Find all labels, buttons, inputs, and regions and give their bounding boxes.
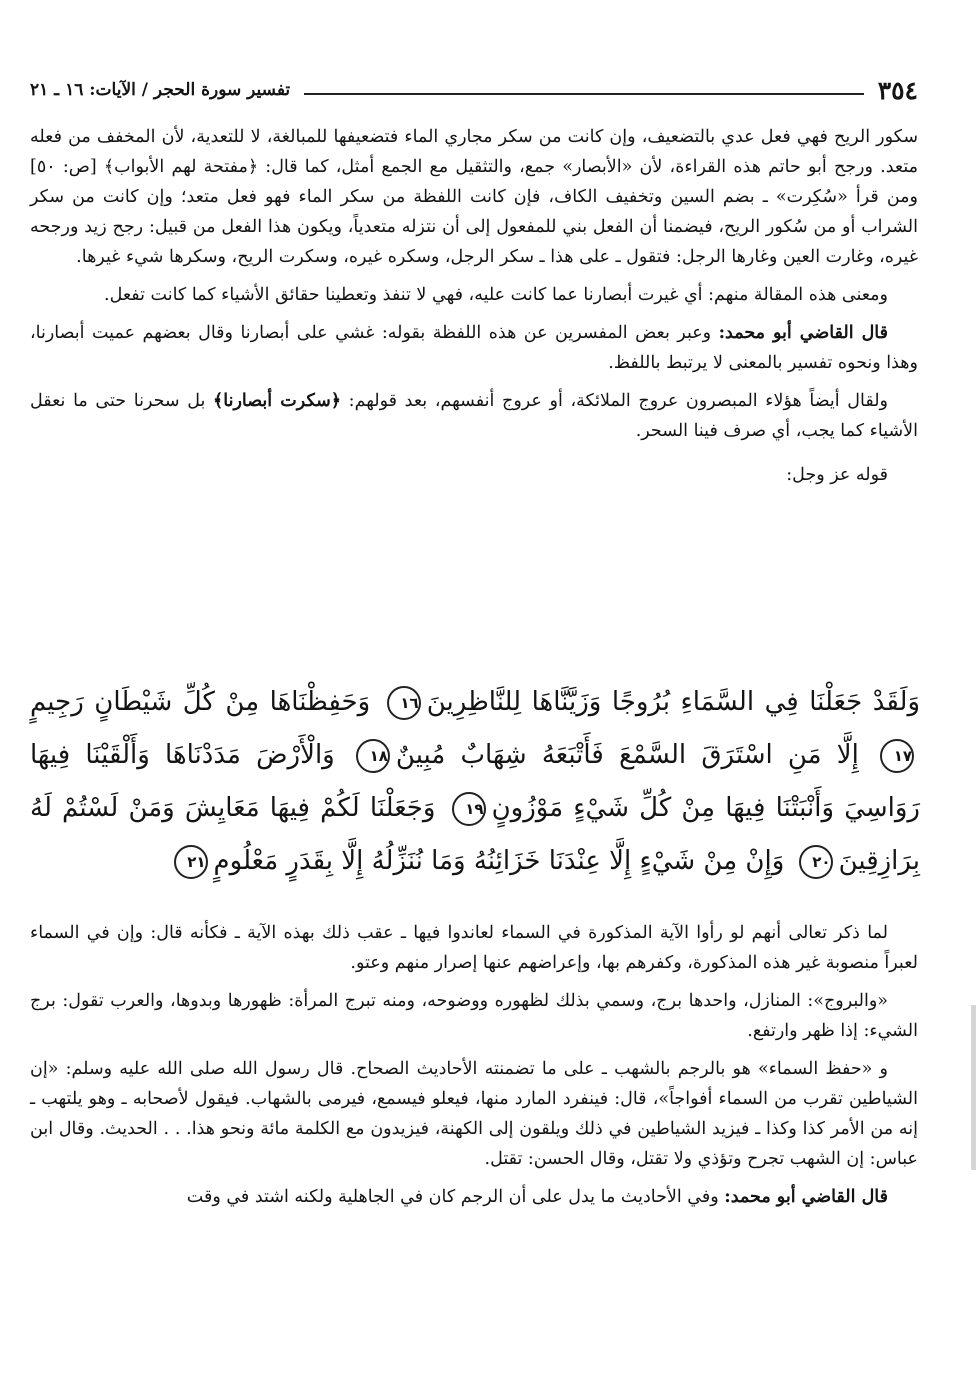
paragraph-buruj: «والبروج»: المنازل، واحدها برج، وسمي بذلك لظهوره ووضوحه، ومنه تبرج المرأة: ظهورها وبدوها، والعرب تقول: برج الشيء: إذا ظهر وارتفع.: [30, 991, 918, 1041]
paragraph-hifz: و «حفظ السماء» هو بالرجم بالشهب ـ على ما تضمنته الأحاديث الصحاح. قال رسول الله صلى الله عليه وسلم: «إن الشياطين تقرب من السماء أفواجاً»، قال: فينفرد المارد منها، فيعلو فيسمع، فيرمى بالشهاب. فيقول لأصحابه ـ وهو يلتهب ـ إنه من الأمر كذا وكذا ـ فيزيد الشياطين في ذلك ويلقون إلى الكهنة، فيزيدون مع الكلمة مائة ونحو هذا. . . الحديث. وقال ابن عباس: إن الشهب تجرح وتؤذي ولا تقتل، وقال الحسن: تقتل.: [30, 1059, 918, 1169]
verse-text: وَإِنْ مِنْ شَيْءٍ إِلَّا عِنْدَنَا خَزَائِنُهُ وَمَا نُنَزِّلُهُ إِلَّا بِقَدَرٍ مَعْلُومٍ: [213, 846, 785, 876]
ayah-number-marker: ١٩: [452, 792, 486, 826]
verse-text: إِلَّا مَنِ اسْتَرَقَ السَّمْعَ فَأَتْبَعَهُ شِهَابٌ مُبِينٌ: [395, 740, 859, 770]
commentary-top: [30, 122, 918, 490]
verse-text: وَحَفِظْنَاهَا مِنْ كُلِّ شَيْطَانٍ رَجِيمٍ: [30, 687, 371, 717]
paragraph-qadi-1: [30, 318, 918, 378]
paragraph-qadi-2: [30, 1182, 918, 1212]
ayah-number-marker: ١٨: [356, 739, 390, 773]
paragraph-qiraat: سكور الريح فهي فعل عدي بالتضعيف، وإن كانت من سكر مجاري الماء فتضعيفها للمبالغة، لا للتعدية، لأن المخفف من فعله متعد. ورجح أبو حاتم هذه القراءة، لأن «الأبصار» جمع، والتثقيل مع الجمع أمثل، كما قال: ﴿مفتحة لهم الأبواب﴾ [ص: ٥٠] ومن قرأ «سُكِرت» ـ بضم السين وتخفيف الكاف، فإن كانت اللفظة من سكر الماء فهو فعل متعد؛ وإن كانت من سكر الشراب أو من سُكور الريح، فيضمنا أن الفعل بني للمفعول إلى أن نتزله متعدياً، ويكون هذا الفعل من قبيل: رجح زيد ورجحه غيره، وغارت العين وغارها الرجل: فتقول ـ على هذا ـ سكر الرجل، وسكره غيره، وسكرت الريح، وسكرها شيء غيرها.: [30, 127, 918, 267]
verse-text: وَلَقَدْ جَعَلْنَا فِي السَّمَاءِ بُرُوجًا وَزَيَّنَّاهَا لِلنَّاظِرِينَ: [426, 687, 921, 717]
header-rule: [304, 93, 864, 95]
paragraph-qawl: [30, 386, 918, 446]
ayah-number-marker: ١٦: [387, 686, 421, 720]
page-header: [30, 72, 918, 108]
verse-text: وَجَعَلْنَا لَكُمْ فِيهَا مَعَايِشَ وَمَنْ لَسْتُمْ لَهُ بِرَازِقِينَ: [30, 793, 920, 876]
quote: ﴿سكرت أبصارنا﴾: [212, 391, 342, 411]
verse-text: وَالْأَرْضَ مَدَدْنَاهَا وَأَلْقَيْنَا فِيهَا رَوَاسِيَ وَأَنْبَتْنَا فِيهَا مِنْ كُلِّ شَيْءٍ مَوْزُونٍ: [30, 740, 920, 823]
paragraph-text: وعبر بعض المفسرين عن هذه اللفظة بقوله: غشي على أبصارنا وقال بعضهم عميت أبصارنا، وهذا ونحوه تفسير بالمعنى لا يرتبط باللفظ.: [30, 323, 918, 373]
intro-line: قوله عز وجل:: [786, 465, 888, 485]
paragraph-meaning: ومعنى هذه المقالة منهم: أي غيرت أبصارنا عما كانت عليه، فهي لا تنفذ وتعطينا حقائق الأشياء كما كانت تفعل.: [104, 285, 888, 305]
quran-verses: [30, 676, 920, 888]
commentary-bottom: [30, 918, 918, 1212]
paragraph-text-after: بل سحرنا حتى ما نعقل الأشياء كما يجب، أي صرف فينا السحر.: [30, 391, 918, 441]
ayah-number-marker: ٢١: [174, 845, 208, 879]
speaker-label: قال القاضي أبو محمد:: [724, 1187, 888, 1207]
scan-edge-shadow: [971, 1005, 976, 1170]
speaker-label: قال القاضي أبو محمد:: [718, 323, 888, 343]
paragraph-text: وفي الأحاديث ما يدل على أن الرجم كان في الجاهلية ولكنه اشتد في وقت: [186, 1187, 725, 1207]
ayah-number-marker: ٢٠: [799, 845, 833, 879]
ayah-number-marker: ١٧: [880, 739, 914, 773]
running-title: تفسير سورة الحجر / الآيات: ١٦ ـ ٢١: [30, 80, 291, 100]
page-number: ٣٥٤: [877, 75, 918, 105]
paragraph-text: ولقال أيضاً هؤلاء المبصرون عروج الملائكة، أو عروج أنفسهم، بعد قولهم:: [341, 391, 888, 411]
paragraph-context: لما ذكر تعالى أنهم لو رأوا الآية المذكورة في السماء لعاندوا فيها ـ عقب ذلك بهذه الآية ـ فكأنه قال: وإن في السماء لعبراً منصوبة غير هذه المذكورة، وكفرهم بها، وإعراضهم عنها إصرار منهم وعتو.: [30, 923, 918, 973]
